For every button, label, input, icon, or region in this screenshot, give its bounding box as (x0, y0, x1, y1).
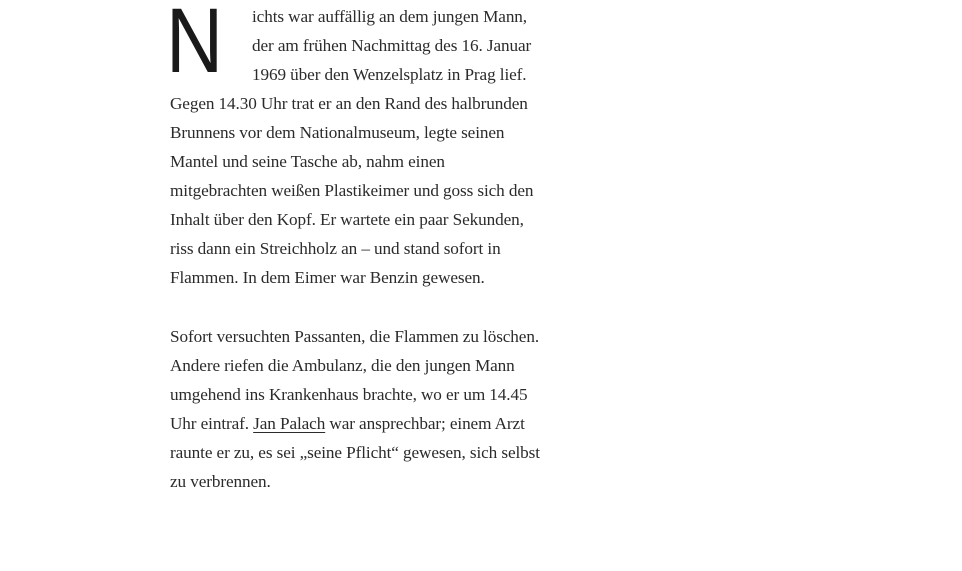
article-body (166, 0, 542, 496)
paragraph-1 (166, 0, 542, 292)
paragraph-1-text: ichts war auffällig an dem jungen Mann, der am frühen Nachmittag des 16. Januar 1969 über den Wenzelsplatz in Prag lief. Gegen 14.30 Uhr trat er an den Rand des halbrunden Brunnens vor dem Nationalmuseum, legte seinen Mantel und seine Tasche ab, nahm einen mitgebrachten weißen Plastikeimer und goss sich den Inhalt über den Kopf. Er wartete ein paar Sekunden, riss dann ein Streichholz an – und stand sofort in Flammen. In dem Eimer war Benzin gewesen. (170, 7, 534, 287)
jan-palach-link[interactable]: Jan Palach (253, 414, 326, 433)
paragraph-2-text-after-link: war ansprechbar; einem Arzt raunte er zu, es sei „seine Pflicht“ gewesen, sich selbst zu verbrennen. (170, 414, 540, 491)
drop-cap: N (166, 0, 224, 92)
paragraph-2-text-before-link: Sofort versuchten Passanten, die Flammen zu löschen. Andere riefen die Ambulanz, die den jungen Mann umgehend ins Krankenhaus brachte, wo er um 14.45 Uhr eintraf. (170, 327, 540, 433)
paragraph-2 (170, 322, 542, 496)
